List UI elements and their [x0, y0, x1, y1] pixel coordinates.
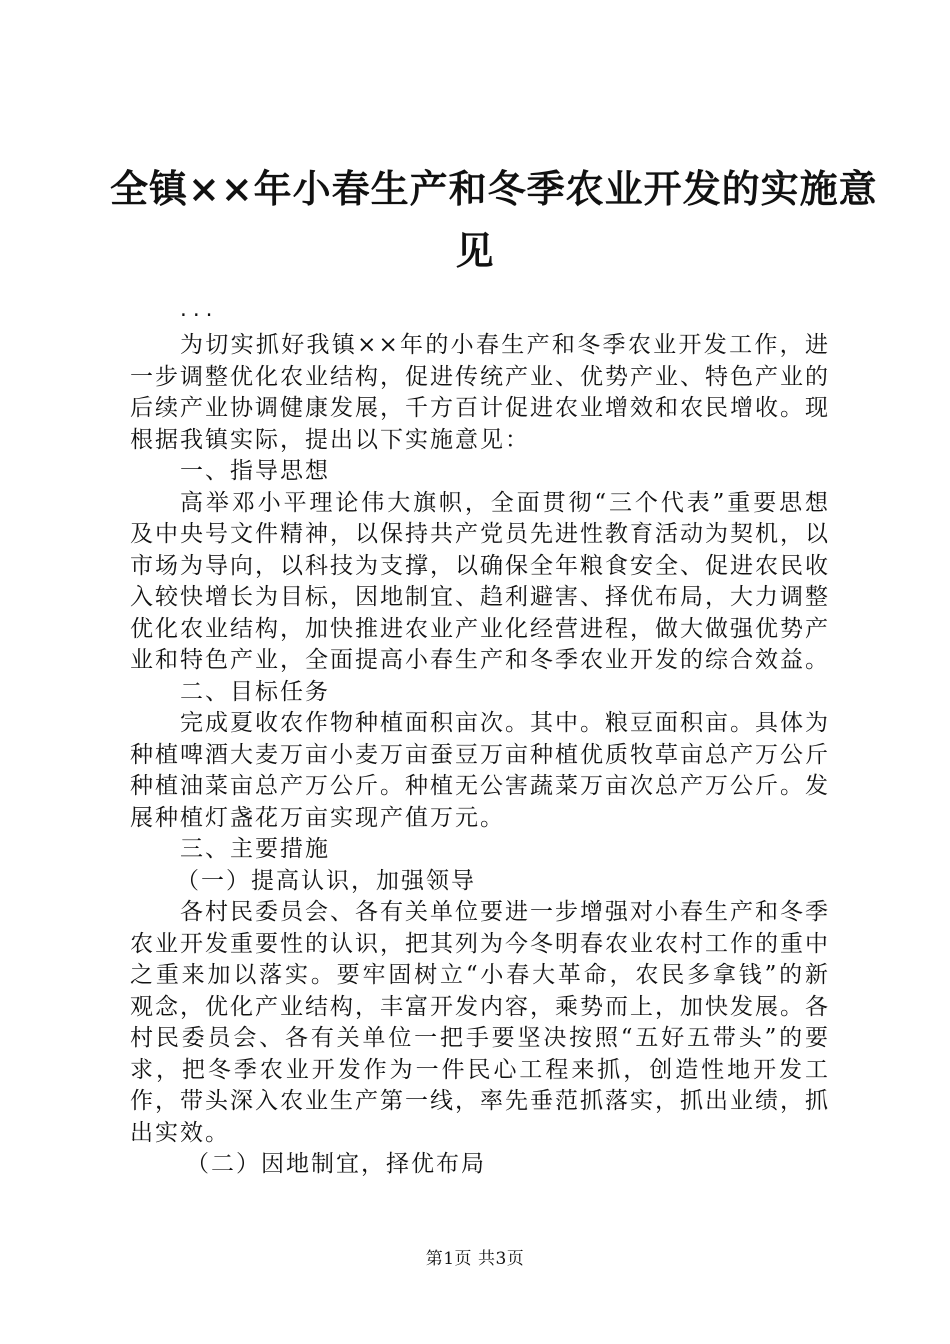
document-title-line-2: 见 [455, 228, 495, 273]
guiding-thought-paragraph: 高举邓小平理论伟大旗帜，全面贯彻“三个代表”重要思想及中央号文件精神，以保持共产党员先进性教育活动为契机，以市场为导向，以科技为支撑，以确保全年粮食安全、促进农民收入较快增长为目标，因地制宜、趋利避害、择优布局，大力调整优化农业结构，加快推进农业产业化经营进程，做大做强优势产业和特色产业，全面提高小春生产和冬季农业开发的综合效益。 [130, 489, 830, 673]
page-footer: 第1页 共3页 [425, 1249, 525, 1269]
ellipsis-marker: ... [178, 300, 217, 321]
leadership-paragraph: 各村民委员会、各有关单位要进一步增强对小春生产和冬季农业开发重要性的认识，把其列为今冬明春农业农村工作的重中之重来加以落实。要牢固树立“小春大革命，农民多拿钱”的新观念，优化产业结构，丰富开发内容，乘势而上，加快发展。各村民委员会、各有关单位一把手要坚决按照“五好五带头”的要求，把冬季农业开发作为一件民心工程来抓，创造性地开发工作，带头深入农业生产第一线，率先垂范抓落实，抓出业绩，抓出实效。 [130, 899, 830, 1146]
intro-paragraph: 为切实抓好我镇××年的小春生产和冬季农业开发工作，进一步调整优化农业结构，促进传统产业、优势产业、特色产业的后续产业协调健康发展，千方百计促进农业增效和农民增收。现根据我镇实际，提出以下实施意见： [130, 332, 830, 453]
subsection-heading-leadership: （一）提高认识，加强领导 [176, 867, 476, 894]
document-body [130, 330, 830, 1181]
section-heading-measures: 三、主要措施 [180, 836, 330, 862]
subsection-heading-layout: （二）因地制宜，择优布局 [186, 1151, 486, 1177]
section-heading-guiding-thought: 一、指导思想 [180, 458, 330, 484]
section-heading-targets: 二、目标任务 [180, 678, 330, 705]
document-title-line-1: 全镇××年小春生产和冬季农业开发的实施意 [110, 166, 878, 211]
targets-paragraph: 完成夏收农作物种植面积亩次。其中。粮豆面积亩。具体为种植啤酒大麦万亩小麦万亩蚕豆万亩种植优质牧草亩总产万公斤种植油菜亩总产万公斤。种植无公害蔬菜万亩次总产万公斤。发展种植灯盏花万亩实现产值万元。 [130, 710, 830, 831]
